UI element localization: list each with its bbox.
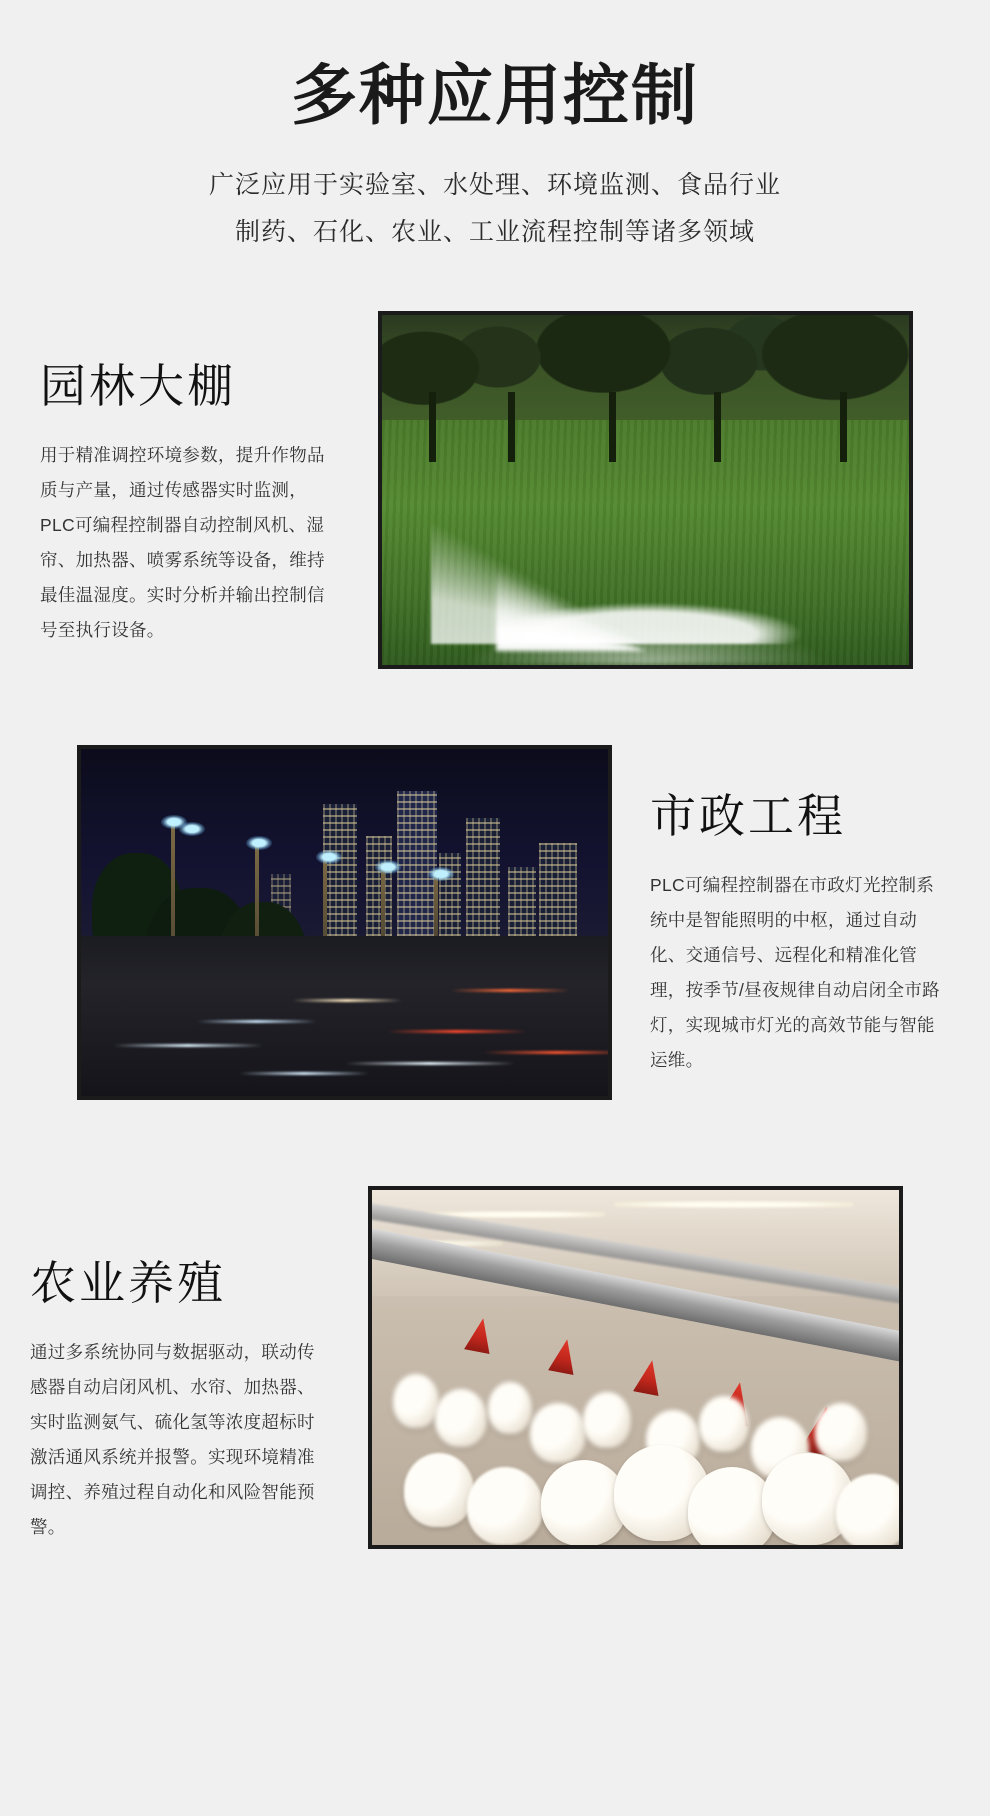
section-garden-image <box>378 311 913 669</box>
page-title: 多种应用控制 <box>291 57 699 134</box>
section-agriculture-breeding <box>0 1186 990 1609</box>
section-city-title: 市政工程 <box>650 788 846 843</box>
page-header <box>0 0 990 257</box>
section-city-text <box>650 745 950 1078</box>
section-city-image <box>77 745 612 1100</box>
section-farm-title: 农业养殖 <box>30 1255 226 1310</box>
city-night-illustration <box>81 749 608 1096</box>
section-garden-title: 园林大棚 <box>40 358 236 413</box>
section-garden-greenhouse <box>0 311 990 669</box>
section-farm-body: 通过多系统协同与数据驱动，联动传感器自动启闭风机、水帘、加热器、实时监测氨气、硫化氢等浓度超标时激活通风系统并报警。实现环境精准调控、养殖过程自动化和风险智能预警。 <box>30 1342 315 1538</box>
page-subtitle-line-1: 广泛应用于实验室、水处理、环境监测、食品行业 <box>208 170 781 199</box>
page-subtitle-line-2: 制药、石化、农业、工业流程控制等诸多领域 <box>234 218 755 247</box>
section-garden-body: 用于精准调控环境参数，提升作物品质与产量，通过传感器实时监测，PLC可编程控制器自动控制风机、湿帘、加热器、喷雾系统等设备，维持最佳温湿度。实时分析并输出控制信号至执行设备。 <box>40 445 325 641</box>
section-farm-image <box>368 1186 903 1549</box>
section-city-body: PLC可编程控制器在市政灯光控制系统中是智能照明的中枢，通过自动化、交通信号、远程化和精准化管理，按季节/昼夜规律自动启闭全市路灯，实现城市灯光的高效节能与智能运维。 <box>650 875 940 1071</box>
page-subtitle <box>0 162 990 257</box>
section-garden-text <box>40 311 340 648</box>
poultry-house-illustration <box>372 1190 899 1545</box>
section-farm-text <box>30 1186 330 1545</box>
sprinkler-illustration <box>382 315 909 665</box>
section-municipal-engineering <box>0 745 990 1100</box>
